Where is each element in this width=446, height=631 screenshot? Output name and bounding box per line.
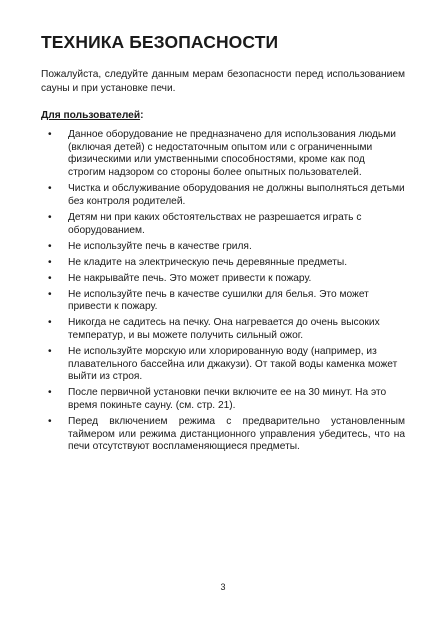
- page-title: ТЕХНИКА БЕЗОПАСНОСТИ: [41, 32, 279, 52]
- section-heading-text: Для пользователей: [41, 110, 141, 121]
- list-item: [48, 273, 405, 286]
- bullet-icon: •: [48, 183, 52, 195]
- list-item-text: Не накрывайте печь. Это может привести к пожару.: [68, 272, 312, 284]
- list-item-text: Никогда не садитесь на печку. Она нагревается до очень высоких температур, и вы можете получить сильный ожог.: [68, 317, 380, 341]
- bullet-icon: •: [48, 129, 52, 140]
- bullet-icon: •: [48, 272, 52, 284]
- list-item: [48, 317, 405, 342]
- section-heading: [41, 110, 144, 121]
- list-item: [48, 241, 405, 254]
- list-item-text: Не используйте печь в качестве сушилки для белья. Это может привести к пожару.: [68, 288, 369, 313]
- list-item: [48, 346, 405, 384]
- safety-list: [48, 129, 405, 457]
- list-item: [48, 387, 405, 412]
- list-item-text: Перед включением режима с предварительно установленным таймером или режима дистанционного управления убедитесь, что на печи отсутствуют воспламеняющиеся предметы.: [68, 416, 405, 453]
- bullet-icon: •: [48, 256, 52, 268]
- bullet-icon: •: [48, 317, 52, 329]
- bullet-icon: •: [48, 211, 52, 223]
- list-item-text: После первичной установки печки включите ее на 30 минут. На это время покиньте сауну. (см. стр. 21).: [68, 387, 387, 412]
- bullet-icon: •: [48, 387, 52, 399]
- bullet-icon: •: [48, 240, 52, 252]
- list-item: [48, 289, 405, 314]
- list-item-text: Не используйте морскую или хлорированную воду (например, из плавательного бассейна или джакузи). От такой воды каменка может выйти из строя.: [68, 345, 398, 383]
- list-item-text: Не кладите на электрическую печь деревянные предметы.: [68, 256, 348, 268]
- list-item: [48, 212, 405, 237]
- list-item-text: Данное оборудование не предназначено для использования людьми (включая детей) с недостаточным опытом или с ограниченными физическими или умственными способностями, кроме как под строгим надзором со стороны более опытных пользователей.: [68, 129, 396, 179]
- intro-paragraph: Пожалуйста, следуйте данным мерам безопасности перед использованием сауны и при установке печи.: [41, 69, 405, 95]
- bullet-icon: •: [48, 416, 52, 428]
- list-item: [48, 257, 405, 270]
- section-heading-colon: :: [140, 110, 144, 121]
- bullet-icon: •: [48, 345, 52, 357]
- list-item: [48, 416, 405, 454]
- list-item-text: Чистка и обслуживание оборудования не должны выполняться детьми без контроля родителей.: [68, 183, 405, 207]
- list-item: [48, 183, 405, 208]
- list-item-text: Детям ни при каких обстоятельствах не разрешается играть с оборудованием.: [68, 211, 362, 236]
- page-number: 3: [220, 582, 226, 592]
- list-item-text: Не используйте печь в качестве гриля.: [68, 240, 252, 252]
- list-item: [48, 129, 405, 180]
- bullet-icon: •: [48, 288, 52, 300]
